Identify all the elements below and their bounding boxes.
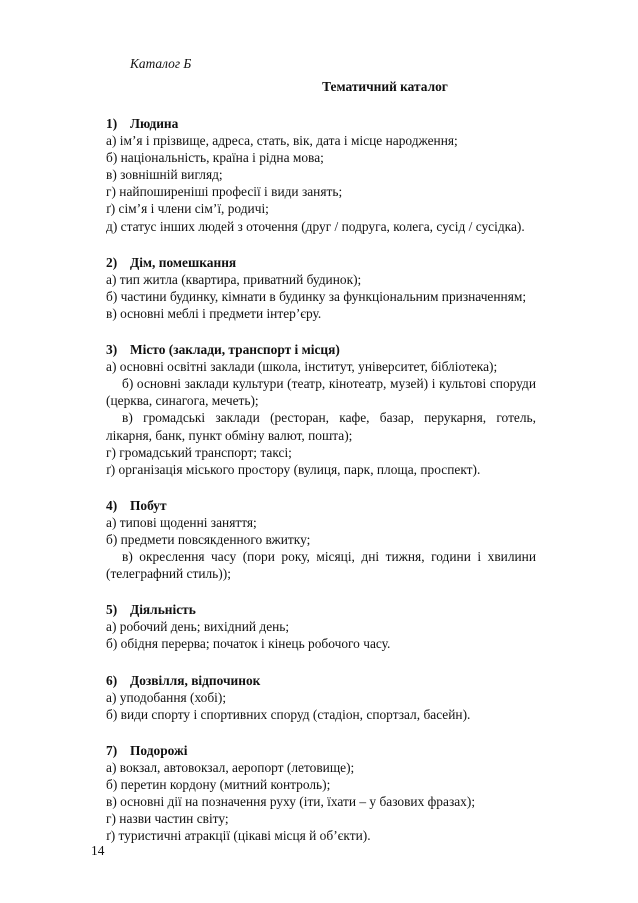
list-item: б) обідня перерва; початок і кінець робочого часу. (106, 636, 391, 652)
section-heading (106, 742, 536, 759)
section-title: Дім, помешкання (130, 254, 237, 270)
list-item: б) основні заклади культури (театр, кінотеатр, музей) і культові споруди (церква, синагога, мечеть); (106, 376, 536, 409)
list-item: в) окреслення часу (пори року, місяці, дні тижня, години і хвилини (телеграфний стиль)); (106, 549, 536, 582)
section-title: Подорожі (130, 742, 188, 758)
section-title: Людина (130, 116, 179, 131)
list-item: ґ) туристичні атракції (цікаві місця й об’єкти). (106, 828, 371, 844)
section-title: Діяльність (130, 602, 196, 618)
section-heading (106, 115, 536, 132)
catalog-section (106, 742, 536, 845)
section-number: 5) (106, 602, 118, 618)
list-item: б) національність, країна і рідна мова; (106, 150, 324, 166)
catalog-section (106, 115, 536, 235)
catalog-section (106, 341, 536, 478)
section-title: Побут (130, 497, 167, 513)
catalog-label: Каталог Б (130, 56, 192, 71)
list-item: в) громадські заклади (ресторан, кафе, базар, перукарня, готель, лікарня, банк, пункт обміну валют, пошта); (106, 410, 536, 443)
list-item: в) зовнішній вигляд; (106, 167, 223, 183)
section-number: 4) (106, 497, 118, 513)
section-heading (106, 341, 536, 358)
list-item: ґ) організація міського простору (вулиця, парк, площа, проспект). (106, 461, 481, 477)
page-title: Тематичний каталог (322, 79, 448, 94)
section-number: 2) (106, 254, 118, 270)
section-number: 6) (106, 672, 118, 688)
list-item: а) ім’я і прізвище, адреса, стать, вік, дата і місце народження; (106, 133, 458, 149)
catalog-section (106, 672, 536, 723)
section-heading (106, 672, 536, 689)
list-item: а) вокзал, автовокзал, аеропорт (летовище); (106, 759, 355, 775)
page-number: 14 (91, 843, 105, 858)
section-title: Дозвілля, відпочинок (130, 672, 261, 688)
list-item: а) уподобання (хобі); (106, 689, 227, 705)
list-item: г) громадський транспорт; таксі; (106, 444, 292, 460)
list-item: б) перетин кордону (митний контроль); (106, 777, 331, 792)
list-item: б) частини будинку, кімнати в будинку за функціональним призначенням; (106, 288, 527, 304)
list-item: а) тип житла (квартира, приватний будинок); (106, 271, 362, 287)
catalog-section (106, 254, 536, 322)
list-item: а) основні освітні заклади (школа, інститут, університет, бібліотека); (106, 359, 498, 375)
list-item: д) статус інших людей з оточення (друг / подруга, колега, сусід / сусідка). (106, 218, 525, 234)
thematic-catalog-list (106, 115, 536, 863)
list-item: ґ) сім’я і члени сім’ї, родичі; (106, 201, 269, 217)
list-item: б) види спорту і спортивних споруд (стадіон, спортзал, басейн). (106, 706, 471, 722)
list-item: а) типові щоденні заняття; (106, 514, 257, 530)
section-heading (106, 497, 536, 514)
catalog-section (106, 497, 536, 582)
list-item: г) назви частин світу; (106, 811, 229, 827)
section-title: Місто (заклади, транспорт і місця) (130, 342, 340, 358)
section-number: 1) (106, 116, 118, 131)
list-item: г) найпоширеніші професії і види занять; (106, 184, 343, 200)
section-heading (106, 601, 536, 618)
list-item: а) робочий день; вихідний день; (106, 619, 290, 635)
section-heading (106, 254, 536, 271)
list-item: в) основні дії на позначення руху (іти, їхати – у базових фразах); (106, 794, 476, 810)
section-number: 3) (106, 342, 118, 358)
list-item: б) предмети повсякденного вжитку; (106, 531, 311, 547)
list-item: в) основні меблі і предмети інтер’єру. (106, 305, 322, 321)
catalog-section (106, 601, 536, 652)
section-number: 7) (106, 742, 118, 758)
